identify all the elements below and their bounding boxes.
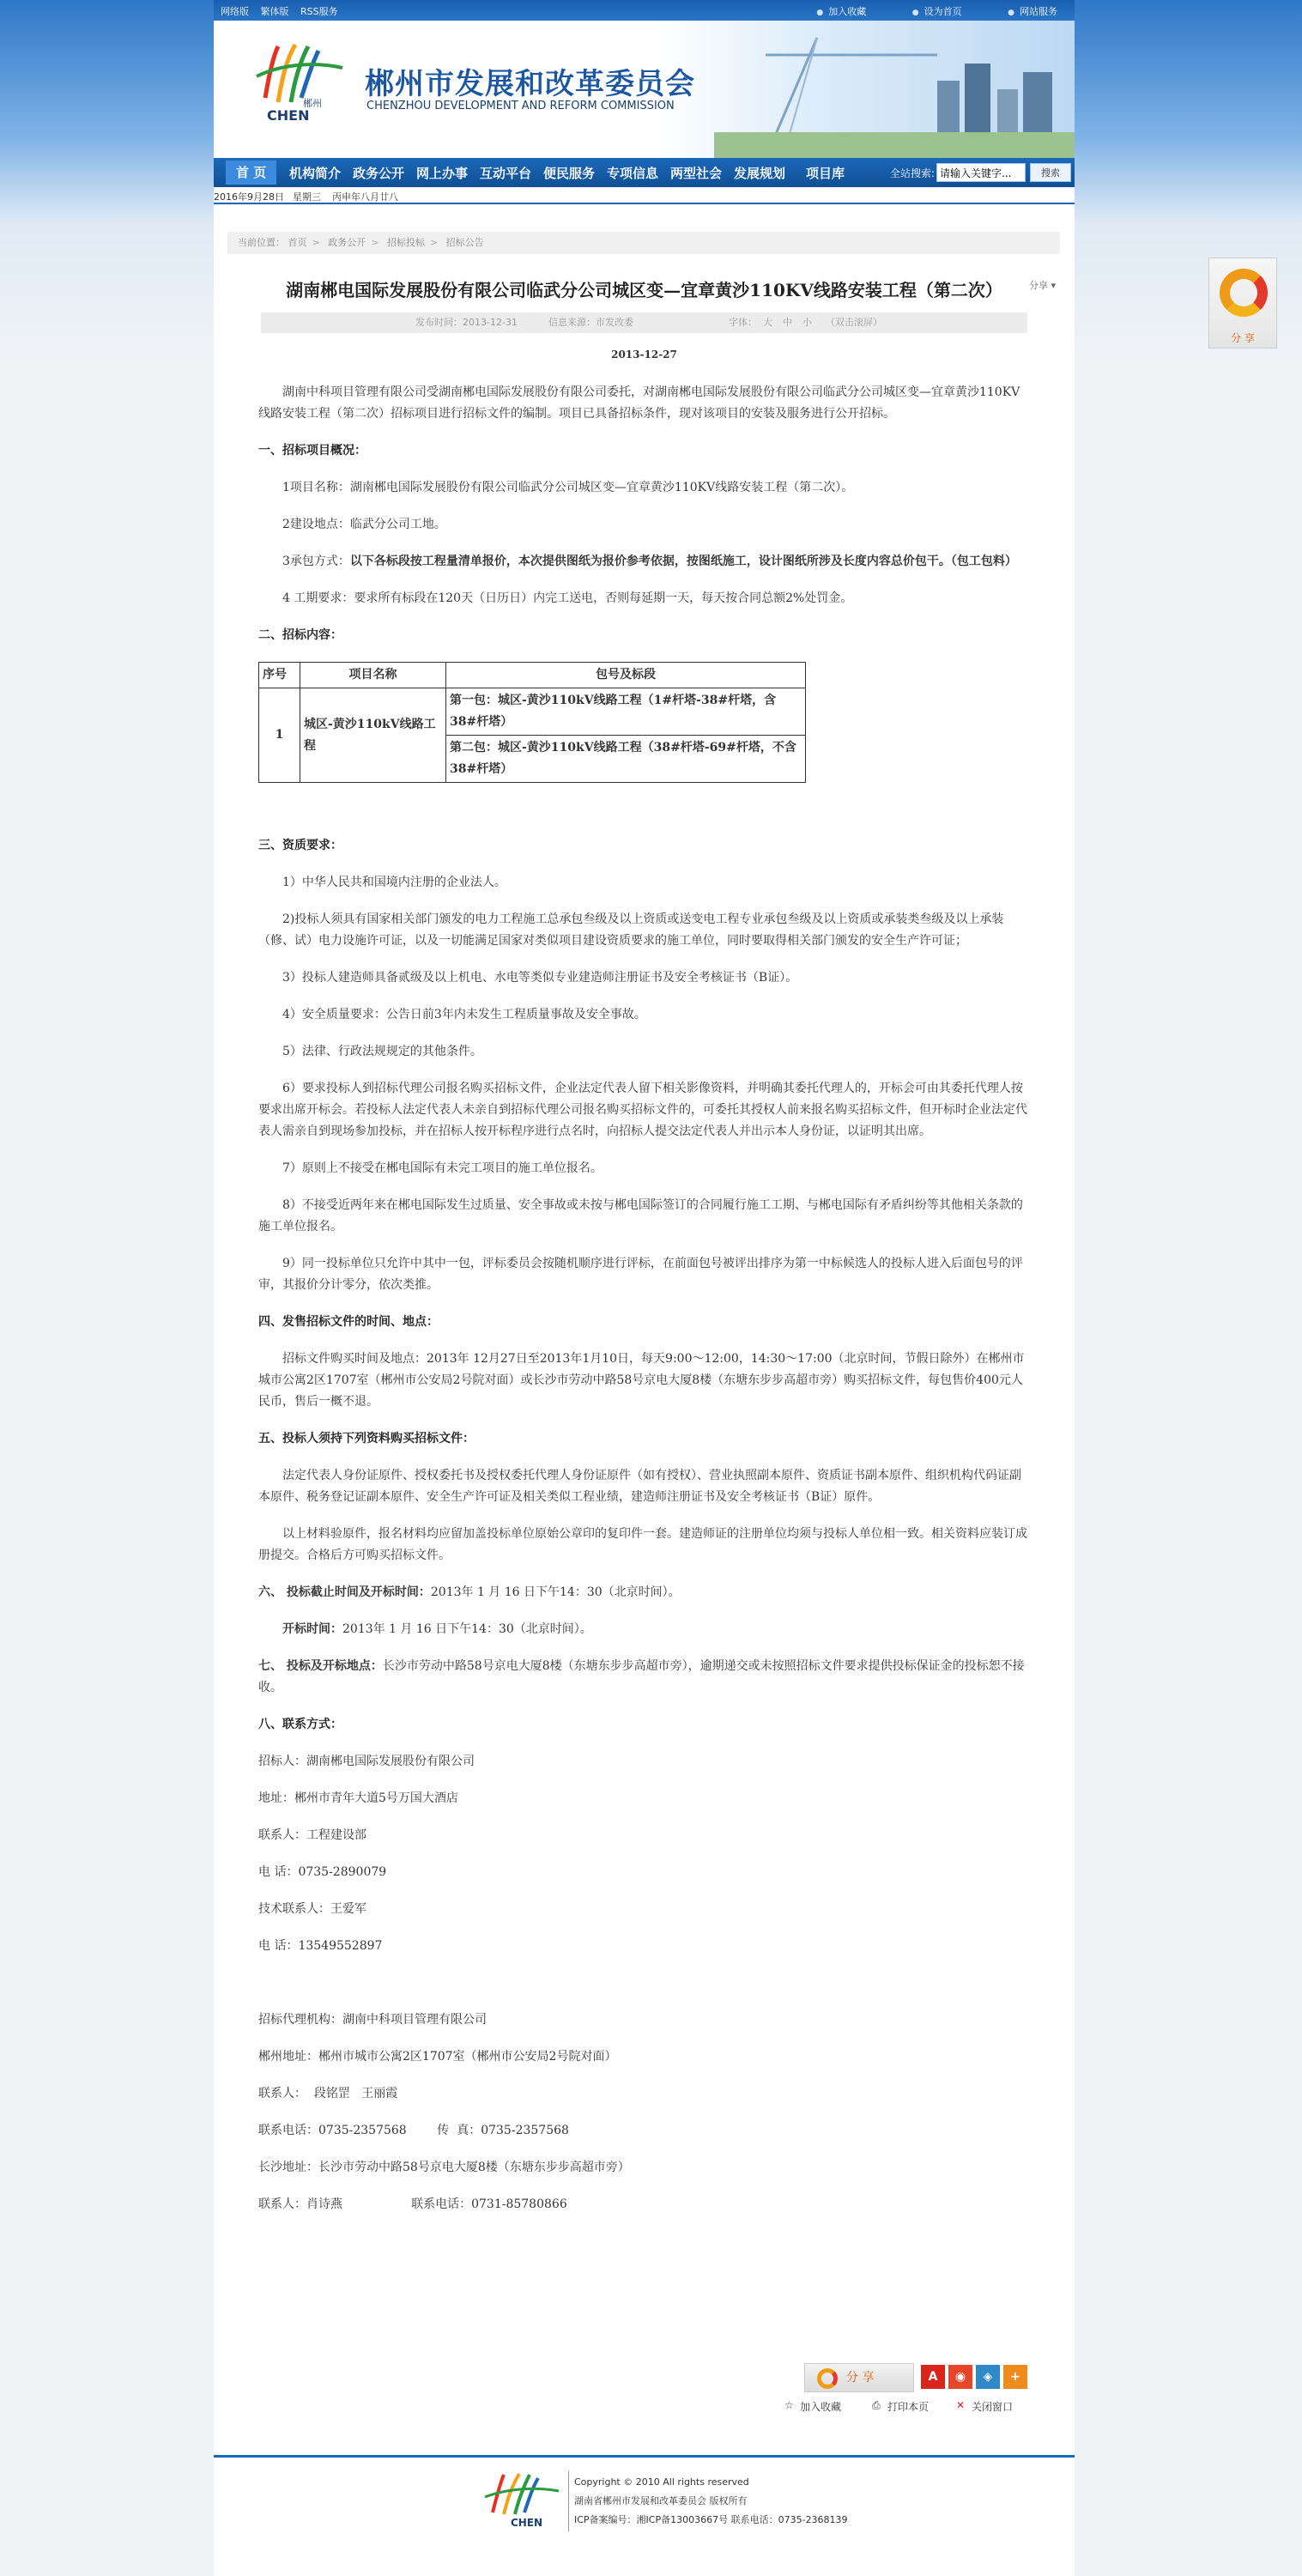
section-heading: 四、发售招标文件的时间、地点： xyxy=(258,1315,439,1329)
paragraph: 9）同一投标单位只允许中其中一包，评标委员会按随机顺序进行评标，在前面包号被评出排序为第一中标候选人的投标人进入后面包号的评审，其报价分计零分，依次类推。 xyxy=(258,1257,1023,1292)
nav-special-info[interactable]: 专项信息 xyxy=(607,166,659,181)
paragraph: 1）中华人民共和国境内注册的企业法人。 xyxy=(282,876,506,889)
link-web-version[interactable]: 网络版 xyxy=(221,6,249,17)
copyright: Copyright © 2010 All rights reserved xyxy=(574,2476,749,2488)
top-bar-left xyxy=(221,4,347,18)
table-header: 项目名称 xyxy=(300,663,446,688)
contact-line: 电 话：0735-2890079 xyxy=(258,1865,387,1879)
font-size-label: 字体： xyxy=(729,317,757,328)
share-more-icon[interactable]: + xyxy=(1003,2365,1027,2389)
font-large-button[interactable]: 大 xyxy=(763,317,772,328)
nav-online-service[interactable]: 网上办事 xyxy=(416,166,469,181)
paragraph xyxy=(258,1656,1029,1699)
paragraph: 4）安全质量要求：公告日前3年内未发生工程质量事故及安全事故。 xyxy=(282,1008,646,1021)
current-weekday: 星期三 xyxy=(293,191,321,203)
skyline-illustration xyxy=(714,29,1075,158)
article-date: 2013-12-27 xyxy=(611,349,677,361)
link-add-favorite[interactable]: ● 加入收藏 xyxy=(816,6,866,17)
paragraph-label: 开标时间： xyxy=(282,1622,342,1636)
contact-line: 郴州地址：郴州市城市公寓2区1707室（郴州市公安局2号院对面） xyxy=(258,2050,617,2064)
section-heading: 二、招标内容： xyxy=(258,628,342,642)
share-small-button[interactable]: 分享 ▾ xyxy=(1029,280,1057,291)
contact-line: 联系电话：0735-2357568 传 真：0735-2357568 xyxy=(258,2124,569,2137)
breadcrumb-label: 当前位置： xyxy=(238,237,285,248)
paragraph: 法定代表人身份证原件、授权委托书及授权委托代理人身份证原件（如有授权）、营业执照副本原件、资质证书副本原件、组织机构代码证副本原件、税务登记证副本原件、安全生产许可证及相关类似工程业绩，建造师注册证书及安全考核证书（B证）原件。 xyxy=(258,1469,1021,1504)
link-site-service[interactable]: ● 网站服务 xyxy=(1008,6,1057,17)
search-input[interactable] xyxy=(936,163,1026,182)
nav-project-library[interactable]: 项目库 xyxy=(806,166,845,181)
section-heading: 一、招标项目概况： xyxy=(258,444,366,458)
site-title: 郴州市发展和改革委员会 xyxy=(365,67,695,101)
paragraph-text: 2013年 1 月 16 日下午14：30（北京时间）。 xyxy=(430,1585,681,1599)
contact-line: 电 话：13549552897 xyxy=(258,1939,383,1953)
paragraph-text: 长沙市劳动中路58号京电大厦8楼（东塘东步步高超市旁），逾期递交或未按照招标文件要求提供投标保证金的投标恕不接收。 xyxy=(258,1659,1025,1694)
paragraph: 6）要求投标人到招标代理公司报名购买招标文件，企业法定代表人留下相关影像资料，并明确其委托代理人的，开标会可由其委托代理人按要求出席开标会。若投标人法定代表人未亲自到招标代理公司报名购买招标文件的，可委托其授权人前来报名购买招标文件，但开标时企业法定代表人需亲自到现场参加投标，并在招标人按开标程序进行点名时，向招标人提交法定代表人并出示本人身份证，以证明其出席。 xyxy=(258,1082,1027,1138)
share-small-label: 分享 xyxy=(1029,280,1048,291)
section-heading: 三、资质要求： xyxy=(258,839,342,852)
breadcrumb-gov-affairs[interactable]: 政务公开 xyxy=(328,237,366,248)
close-window-link[interactable]: 关闭窗口 xyxy=(972,2401,1014,2413)
page-actions xyxy=(784,2399,1042,2416)
search-label: 全站搜索: xyxy=(890,167,936,179)
share-weibo-icon[interactable]: ◉ xyxy=(948,2365,972,2389)
paragraph: 8）不接受近两年来在郴电国际发生过质量、安全事故或未按与郴电国际签订的合同履行施工工期、与郴电国际有矛盾纠纷等其他相关条款的施工单位报名。 xyxy=(258,1198,1023,1233)
paragraph xyxy=(258,551,1029,573)
nav-two-type-society[interactable]: 两型社会 xyxy=(670,166,723,181)
link-rss[interactable]: RSS服务 xyxy=(300,6,338,17)
share-button-label: 分 享 xyxy=(846,2371,875,2385)
nav-about[interactable]: 机构简介 xyxy=(289,166,342,181)
banner xyxy=(214,21,1075,158)
table-cell: 第一包：城区-黄沙110kV线路工程（1#杆塔-38#杆塔，含38#杆塔） xyxy=(446,688,806,736)
icp-record: ICP备案编号：湘ICP备13003667号 联系电话：0735-2368139 xyxy=(574,2514,848,2525)
paragraph: 湖南中科项目管理有限公司受湖南郴电国际发展股份有限公司委托，对湖南郴电国际发展股份有限公司临武分公司城区变—宜章黄沙110KV线路安装工程（第二次）招标项目进行招标文件的编制。项目已具备招标条件，现对该项目的安装及服务进行公开招标。 xyxy=(258,385,1020,421)
date-bar xyxy=(214,187,1075,204)
link-set-homepage[interactable]: ● 设为首页 xyxy=(912,6,962,17)
print-icon: ⎙ xyxy=(872,2399,881,2411)
section-heading: 五、投标人须持下列资料购买招标文件： xyxy=(258,1432,475,1446)
contact-line: 地址：郴州市青年大道5号万国大酒店 xyxy=(258,1791,458,1805)
top-bar-right xyxy=(773,4,1057,18)
paragraph: 4 工期要求：要求所有标段在120天（日历日）内完工送电，否则每延期一天，每天按合同总额2%处罚金。 xyxy=(282,591,853,605)
table-header-row xyxy=(259,663,806,688)
paragraph: 2)投标人须具有国家相关部门颁发的电力工程施工总承包叁级及以上资质或送变电工程专业承包叁级及以上资质或承装类叁级及以上承装（修、试）电力设施许可证，以及一切能满足国家对类似项目建设资质要求的施工单位，同时要取得相关部门颁发的安全生产许可证； xyxy=(258,912,1004,948)
table-cell: 城区-黄沙110kV线路工程 xyxy=(300,688,446,783)
top-bar xyxy=(214,0,1075,21)
print-page-link[interactable]: 打印本页 xyxy=(887,2401,930,2413)
table-cell: 1 xyxy=(259,688,300,783)
close-icon: ✕ xyxy=(956,2399,966,2411)
share-bar xyxy=(804,2363,1029,2392)
nav-planning[interactable]: 发展规划 xyxy=(734,166,786,181)
table-header: 包号及标段 xyxy=(446,663,806,688)
table-row xyxy=(259,688,806,736)
paragraph xyxy=(258,1619,1029,1640)
table-cell: 第二包：城区-黄沙110kV线路工程（38#杆塔-69#杆塔，不含38#杆塔） xyxy=(446,736,806,783)
paragraph-bold: 以下各标段按工程量清单报价，本次提供图纸为报价参考依据，按图纸施工，设计图纸所涉及长度内容总价包干。（包工包料） xyxy=(349,555,1017,568)
contact-line: 联系人： 段铭罡 王丽霞 xyxy=(258,2087,398,2100)
info-source: 信息来源：市发改委 xyxy=(548,317,633,328)
paragraph: 以上材料验原件，报名材料均应留加盖投标单位原始公章印的复印件一套。建造师证的注册单位均须与投标人单位相一致。相关资料应装订成册提交。合格后方可购买招标文件。 xyxy=(258,1527,1027,1562)
current-date: 2016年9月28日 xyxy=(214,191,284,203)
logo-mark-icon xyxy=(248,38,351,124)
share-pdf-icon[interactable]: A xyxy=(921,2365,945,2389)
share-logo-icon xyxy=(1220,269,1268,317)
paragraph xyxy=(258,1582,1029,1603)
table-header: 序号 xyxy=(259,663,300,688)
share-logo-icon xyxy=(817,2368,838,2389)
floating-share-button[interactable] xyxy=(1208,258,1277,349)
nav-public-service[interactable]: 便民服务 xyxy=(543,166,596,181)
bid-table xyxy=(258,662,806,783)
contact-line: 招标人：湖南郴电国际发展股份有限公司 xyxy=(258,1755,475,1768)
breadcrumb: 当前位置： 首页 > 政务公开 > 招标投标 > 招标公告 xyxy=(227,232,1060,254)
paragraph: 1项目名称：湖南郴电国际发展股份有限公司临武分公司城区变—宜章黄沙110KV线路安装工程（第二次）。 xyxy=(282,481,854,494)
paragraph: 7）原则上不接受在郴电国际有未完工项目的施工单位报名。 xyxy=(282,1161,603,1175)
section-heading: 七、 投标及开标地点： xyxy=(258,1659,383,1673)
article-meta xyxy=(261,312,1027,333)
nav-home[interactable]: 首 页 xyxy=(226,161,276,185)
contact-line: 招标代理机构：湖南中科项目管理有限公司 xyxy=(258,2013,487,2027)
page xyxy=(214,0,1075,2576)
share-qzone-icon[interactable]: ◈ xyxy=(976,2365,1000,2389)
footer xyxy=(214,2455,1075,2541)
owner: 湖南省郴州市发展和改革委员会 版权所有 xyxy=(574,2495,748,2506)
paragraph: 2建设地点：临武分公司工地。 xyxy=(282,518,446,531)
share-button[interactable] xyxy=(804,2363,914,2392)
svg-text:郴州: 郴州 xyxy=(303,98,322,109)
section-heading: 八、联系方式： xyxy=(258,1718,342,1731)
nav-gov-affairs[interactable]: 政务公开 xyxy=(353,166,405,181)
publish-time: 发布时间：2013-12-31 xyxy=(415,317,518,328)
footer-logo-icon xyxy=(480,2470,566,2530)
font-mid-button[interactable]: 中 xyxy=(783,317,792,328)
add-favorite-link[interactable]: 加入收藏 xyxy=(800,2401,842,2413)
section-heading: 六、 投标截止时间及开标时间： xyxy=(258,1585,431,1599)
paragraph: 5）法律、行政法规规定的其他条件。 xyxy=(282,1045,482,1058)
spacer xyxy=(258,1973,1029,1994)
svg-text:CHEN: CHEN xyxy=(511,2517,543,2529)
contact-line: 长沙地址：长沙市劳动中路58号京电大厦8楼（东塘东步步高超市旁） xyxy=(258,2161,630,2174)
footer-text xyxy=(574,2473,848,2530)
paragraph: 3）投标人建造师具备贰级及以上机电、水电等类似专业建造师注册证书及安全考核证书（B证）。 xyxy=(282,971,798,985)
contact-line: 技术联系人：王爱军 xyxy=(258,1902,366,1916)
floating-share-label: 分 享 xyxy=(1231,332,1255,344)
link-traditional[interactable]: 繁体版 xyxy=(260,6,289,17)
font-small-button[interactable]: 小 xyxy=(802,317,812,328)
spacer xyxy=(258,798,1029,820)
search-button[interactable]: 搜索 xyxy=(1030,163,1071,182)
contact-line: 联系人：工程建设部 xyxy=(258,1828,366,1842)
lunar-date: 丙申年八月廿八 xyxy=(332,191,398,203)
main-nav xyxy=(214,158,1075,187)
paragraph-label: 3承包方式： xyxy=(282,555,350,568)
favorite-icon: ☆ xyxy=(784,2399,794,2411)
footer-divider xyxy=(568,2471,569,2531)
svg-text:CHEN: CHEN xyxy=(267,107,310,124)
site-title-en: CHENZHOU DEVELOPMENT AND REFORM COMMISSION xyxy=(366,100,675,112)
paragraph: 招标文件购买时间及地点：2013年 12月27日至2013年1月10日，每天9:00～12:00，14:30～17:00（北京时间，节假日除外）在郴州市城市公寓2区1707室（郴州市公安局2号院对面）或长沙市劳动中路58号京电大厦8楼（东塘东步步高超市旁）购买招标文件，每包售价400元人民币，售后一概不退。 xyxy=(258,1352,1025,1409)
paragraph-text: 2013年 1 月 16 日下午14：30（北京时间）。 xyxy=(342,1622,592,1636)
breadcrumb-bid-notice[interactable]: 招标公告 xyxy=(445,237,484,248)
scroll-toggle[interactable]: （双击滚屏） xyxy=(826,317,882,328)
article-body xyxy=(258,382,1029,2231)
breadcrumb-bidding[interactable]: 招标投标 xyxy=(386,237,425,248)
article-title: 湖南郴电国际发展股份有限公司临武分公司城区变—宜章黄沙110KV线路安装工程（第二次） xyxy=(286,280,1002,300)
breadcrumb-home[interactable]: 首页 xyxy=(288,237,307,248)
contact-line: 联系人：肖诗燕 联系电话：0731-85780866 xyxy=(258,2197,567,2211)
nav-interaction[interactable]: 互动平台 xyxy=(480,166,532,181)
